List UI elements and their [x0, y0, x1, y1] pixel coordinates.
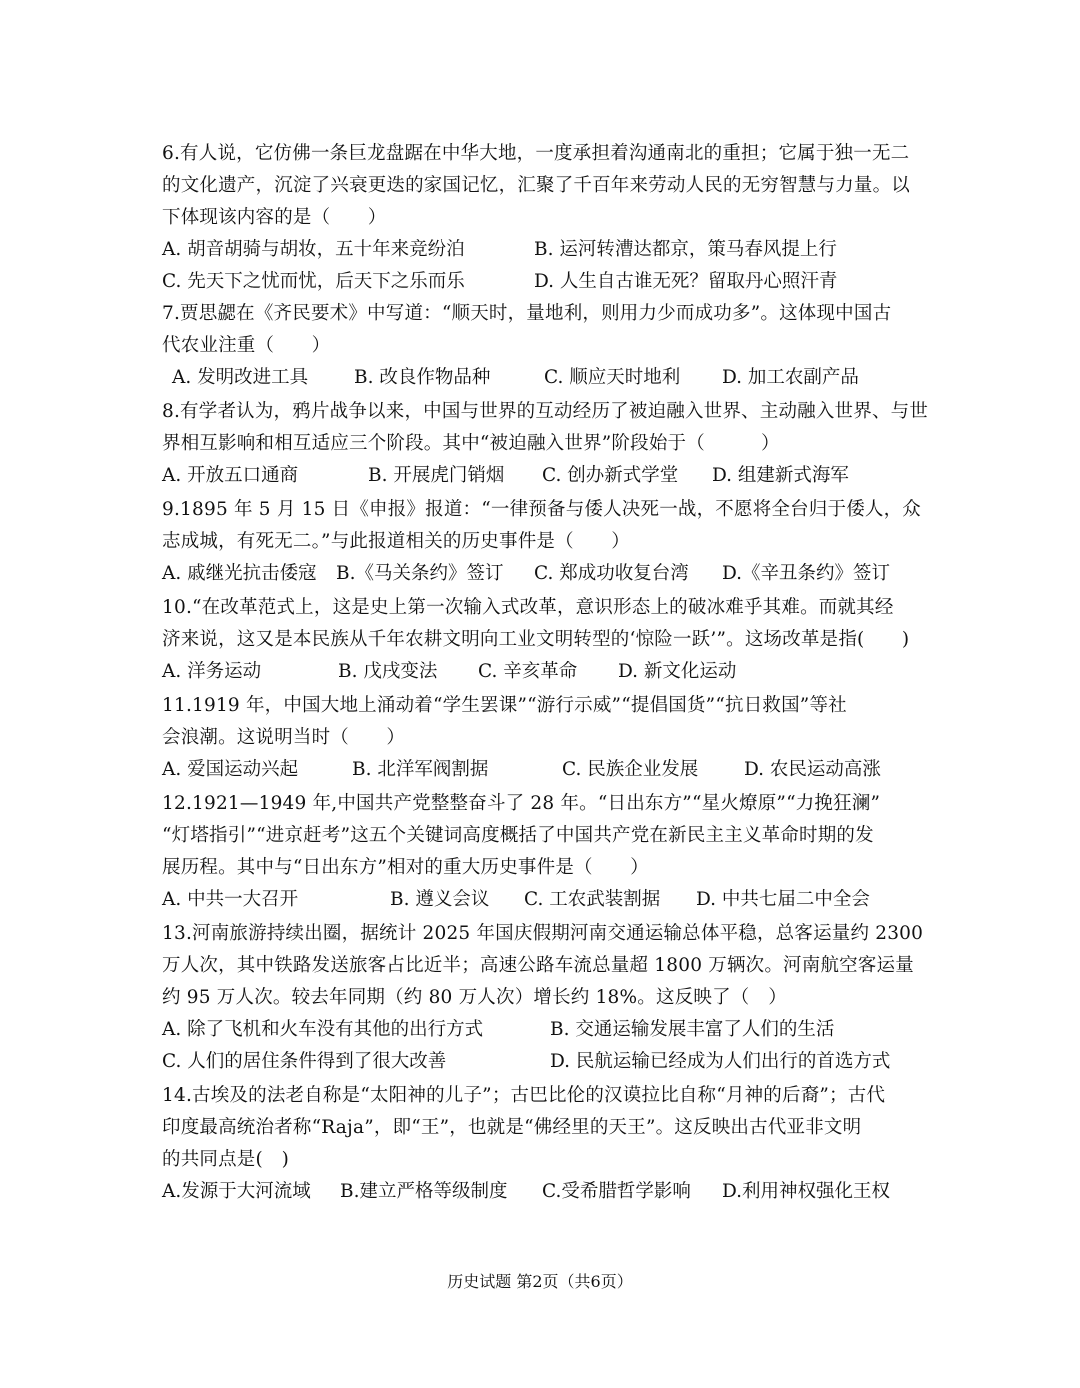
option-row: [162, 1046, 922, 1078]
option-c: C. 顺应天时地利: [544, 367, 681, 388]
question-stem-line: 12.1921—1949 年,中国共产党整整奋斗了 28 年。“日出东方”“星火燎原”“力挽狂澜”: [162, 793, 881, 814]
option-d: D. 新文化运动: [618, 661, 737, 682]
option-c: C.受希腊哲学影响: [542, 1181, 691, 1202]
question-stem-line: 会浪潮。这说明当时（ ）: [162, 727, 406, 748]
option-c: C. 工农武装割据: [524, 889, 661, 910]
page-footer: 历史试题 第2页（共6页）: [447, 1272, 633, 1291]
option-row: [162, 656, 922, 688]
option-b: B. 改良作物品种: [354, 367, 491, 388]
question-stem-line: 济来说，这又是本民族从千年农耕文明向工业文明转型的‘惊险一跃’”。这场改革是指( ): [162, 629, 910, 650]
question-8: [162, 396, 929, 492]
option-c: C. 辛亥革命: [478, 661, 578, 682]
option-b: B. 北洋军阀割据: [352, 759, 489, 780]
option-a: A.发源于大河流域: [162, 1181, 311, 1202]
question-stem-line: 7.贾思勰在《齐民要术》中写道：“顺天时，量地利，则用力少而成功多”。这体现中国古: [162, 303, 892, 324]
option-c: C. 人们的居住条件得到了很大改善: [162, 1051, 447, 1072]
question-10: [162, 592, 922, 688]
option-row: [162, 884, 922, 916]
question-stem-line: 的共同点是( ): [162, 1149, 290, 1170]
option-d: D. 农民运动高涨: [744, 759, 881, 780]
option-c: C. 民族企业发展: [562, 759, 699, 780]
option-b: B. 交通运输发展丰富了人们的生活: [550, 1019, 835, 1040]
option-a: A. 胡音胡骑与胡妆，五十年来竞纷泊: [162, 239, 465, 260]
option-d: D. 人生自古谁无死？留取丹心照汗青: [534, 271, 838, 292]
question-stem-line: 展历程。其中与“日出东方”相对的重大历史事件是（ ）: [162, 857, 649, 878]
question-stem-line: 印度最高统治者称“Raja”，即“王”，也就是“佛经里的天王”。这反映出古代亚非文明: [162, 1117, 862, 1138]
question-9: [162, 494, 922, 590]
option-b: B. 运河转漕达都京，策马春风提上行: [534, 239, 837, 260]
question-stem-line: 代农业注重（ ）: [162, 335, 331, 356]
option-a: A. 发明改进工具: [172, 367, 309, 388]
question-stem-line: 11.1919 年，中国大地上涌动着“学生罢课”“游行示威”“提倡国货”“抗日救国”等社: [162, 695, 847, 716]
option-d: D. 组建新式海军: [712, 465, 849, 486]
option-b: B.建立严格等级制度: [340, 1181, 508, 1202]
option-c: C. 创办新式学堂: [542, 465, 679, 486]
option-d: D.《辛丑条约》签订: [722, 563, 891, 584]
question-13: [162, 918, 922, 1078]
option-d: D. 民航运输已经成为人们出行的首选方式: [550, 1051, 891, 1072]
option-a: A. 中共一大召开: [162, 889, 299, 910]
question-stem-line: 9.1895 年 5 月 15 日《申报》报道：“一律预备与倭人决死一战，不愿将全台归于倭人，众: [162, 499, 922, 520]
option-row: [162, 1014, 922, 1046]
option-c: C. 郑成功收复台湾: [534, 563, 689, 584]
option-a: A. 开放五口通商: [162, 465, 299, 486]
question-14: [162, 1080, 922, 1208]
question-stem-line: 13.河南旅游持续出圈，据统计 2025 年国庆假期河南交通运输总体平稳，总客运量约 2300: [162, 923, 924, 944]
question-stem-line: 约 95 万人次。较去年同期（约 80 万人次）增长约 18%。这反映了（ ）: [162, 987, 787, 1008]
option-row: [162, 754, 922, 786]
option-a: A. 除了飞机和火车没有其他的出行方式: [162, 1019, 484, 1040]
option-c: C. 先天下之忧而忧，后天下之乐而乐: [162, 271, 465, 292]
option-b: B. 戊戌变法: [338, 661, 438, 682]
option-a: A. 戚继光抗击倭寇: [162, 563, 317, 584]
option-row: [162, 558, 922, 590]
question-stem-line: 界相互影响和相互适应三个阶段。其中“被迫融入世界”阶段始于（ ）: [162, 433, 780, 454]
option-a: A. 爱国运动兴起: [162, 759, 299, 780]
question-stem-line: 的文化遗产，沉淀了兴衰更迭的家国记忆，汇聚了千百年来劳动人民的无穷智慧与力量。以: [162, 175, 911, 196]
question-stem-line: 万人次，其中铁路发送旅客占比近半；高速公路车流总量超 1800 万辆次。河南航空客运量: [162, 955, 914, 976]
option-d: D. 加工农副产品: [722, 367, 859, 388]
question-stem-line: 8.有学者认为，鸦片战争以来，中国与世界的互动经历了被迫融入世界、主动融入世界、与世: [162, 401, 929, 422]
question-stem-line: 志成城，有死无二。”与此报道相关的历史事件是（ ）: [162, 531, 630, 552]
question-6: [162, 138, 922, 298]
option-b: B. 开展虎门销烟: [368, 465, 505, 486]
option-b: B. 遵义会议: [390, 889, 490, 910]
option-row: [162, 1176, 922, 1208]
option-row: [162, 266, 922, 298]
option-row: [162, 362, 922, 394]
question-stem-line: 14.古埃及的法老自称是“太阳神的儿子”；古巴比伦的汉谟拉比自称“月神的后裔”；古代: [162, 1085, 886, 1106]
question-stem-line: 6.有人说，它仿佛一条巨龙盘踞在中华大地，一度承担着沟通南北的重担；它属于独一无二: [162, 143, 910, 164]
question-11: [162, 690, 922, 786]
option-a: A. 洋务运动: [162, 661, 262, 682]
option-d: D. 中共七届二中全会: [696, 889, 870, 910]
question-stem-line: 下体现该内容的是（ ）: [162, 207, 387, 228]
question-stem-line: “灯塔指引”“进京赶考”这五个关键词高度概括了中国共产党在新民主主义革命时期的发: [162, 825, 874, 846]
option-b: B.《马关条约》签订: [336, 563, 504, 584]
question-stem-line: 10.“在改革范式上，这是史上第一次输入式改革，意识形态上的破冰难乎其难。而就其经: [162, 597, 894, 618]
question-12: [162, 788, 922, 916]
option-row: [162, 234, 922, 266]
option-row: [162, 460, 922, 492]
question-7: [162, 298, 922, 394]
option-d: D.利用神权强化王权: [722, 1181, 891, 1202]
